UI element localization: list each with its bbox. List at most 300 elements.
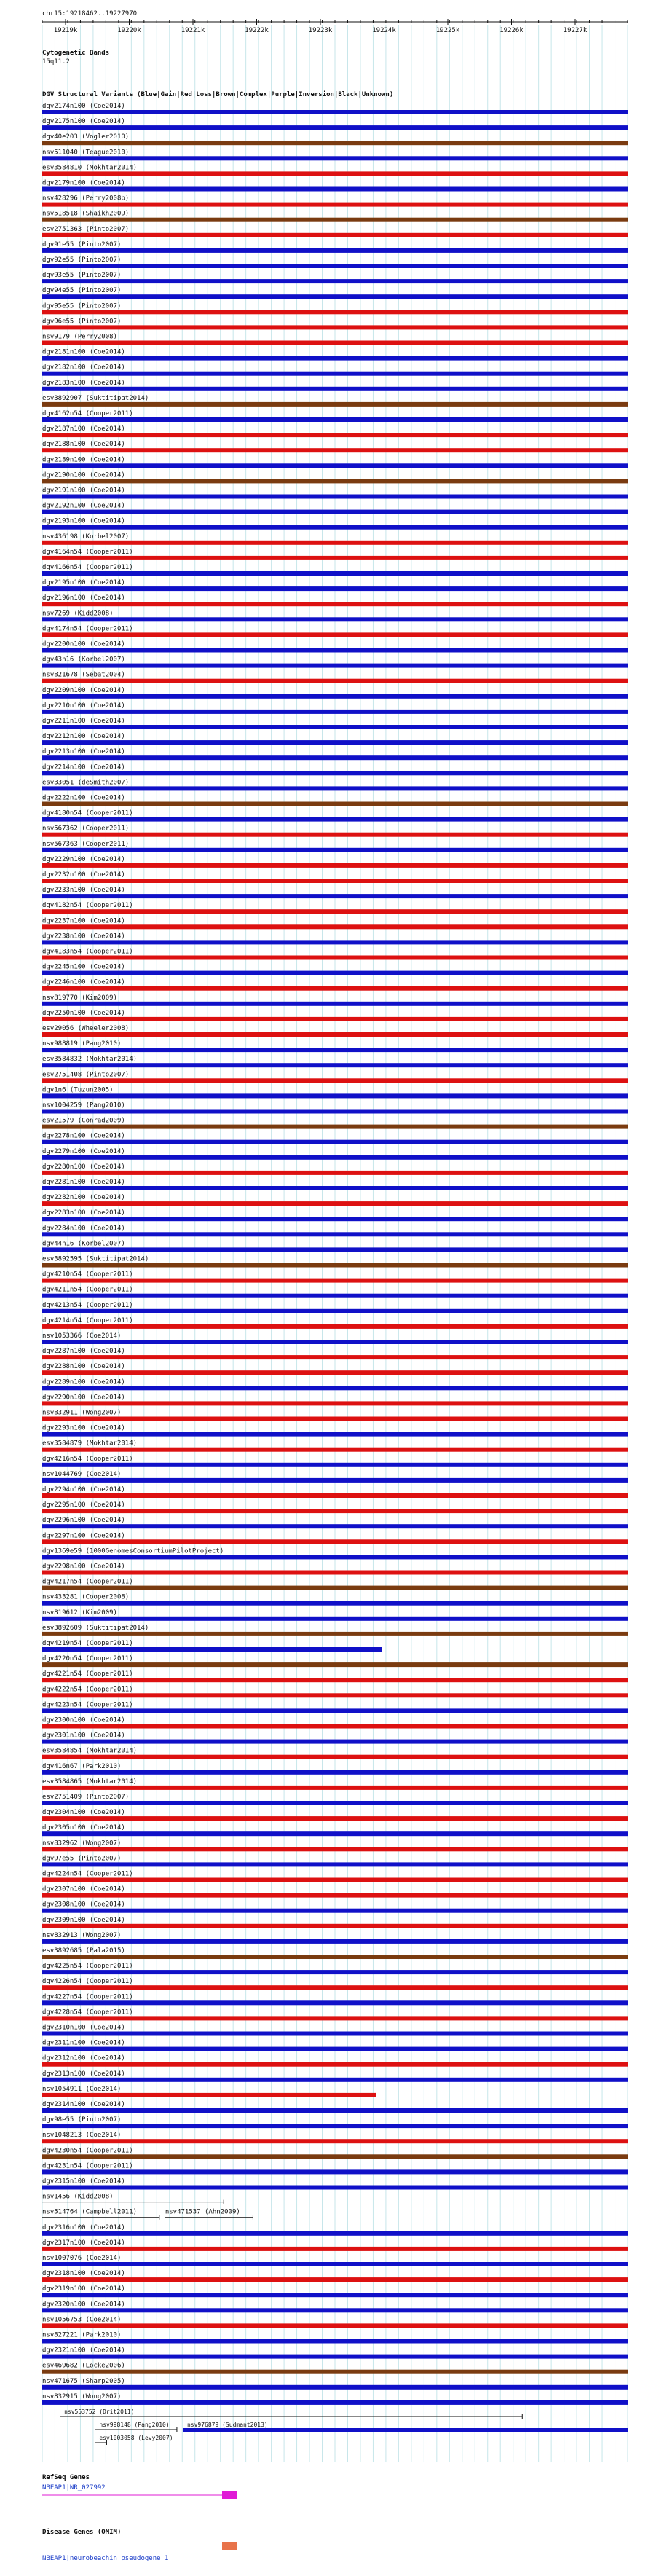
sv-track[interactable] (42, 2209, 159, 2220)
sv-bar[interactable] (42, 1862, 628, 1866)
sv-label: dgv2287n100 (Coe2014) (42, 1348, 125, 1356)
sv-bar[interactable] (42, 2400, 628, 2405)
sv-bar[interactable] (42, 971, 628, 975)
sv-bar[interactable] (42, 1770, 628, 1775)
sv-label: esv3892685 (Pala2015) (42, 1947, 125, 1955)
sv-label: dgv2283n100 (Coe2014) (42, 1209, 125, 1217)
sv-bar[interactable] (42, 1509, 628, 1513)
sv-label: esv29056 (Wheeler2008) (42, 1025, 130, 1032)
sv-label: dgv4224n54 (Cooper2011) (42, 1870, 133, 1878)
sv-label: dgv4166n54 (Cooper2011) (42, 564, 133, 571)
sv-label: dgv2232n100 (Coe2014) (42, 871, 125, 879)
sv-label: dgv4216n54 (Cooper2011) (42, 1455, 133, 1463)
sv-bar[interactable] (42, 940, 628, 944)
sv-bar[interactable] (42, 2339, 628, 2344)
sv-bar[interactable] (42, 2231, 628, 2236)
sv-bar[interactable] (42, 617, 628, 621)
refseq-section-title: RefSeq Genes (42, 2474, 90, 2481)
sv-label: dgv4223n54 (Cooper2011) (42, 1701, 133, 1709)
sv-label: dgv416n67 (Park2010) (42, 1762, 122, 1770)
sv-bar[interactable] (42, 1708, 628, 1713)
sv-label: dgv4174n54 (Cooper2011) (42, 625, 133, 633)
sv-label: dgv4210n54 (Cooper2011) (42, 1271, 133, 1279)
sv-bar[interactable] (42, 356, 628, 361)
sv-label: dgv2313n100 (Coe2014) (42, 2070, 125, 2078)
sv-label: dgv2250n100 (Coe2014) (42, 1009, 125, 1017)
sv-label: nsv518518 (Shaikh2009) (42, 210, 130, 218)
sv-bar[interactable] (42, 833, 628, 837)
sv-bar[interactable] (42, 110, 628, 114)
sv-bar[interactable] (42, 1401, 628, 1405)
sv-track[interactable] (60, 2408, 522, 2419)
sv-bar[interactable] (42, 956, 628, 960)
sv-label: nsv7269 (Kidd2008) (42, 610, 114, 618)
sv-label: dgv96e55 (Pinto2007) (42, 318, 122, 326)
sv-bar[interactable] (42, 1662, 628, 1667)
sv-bar[interactable] (42, 1324, 628, 1329)
sv-bar[interactable] (42, 1417, 628, 1421)
sv-bar[interactable] (42, 710, 628, 714)
sv-bar[interactable] (42, 233, 628, 237)
cytoband-section-title: Cytogenetic Bands (42, 50, 110, 57)
sv-bar[interactable] (42, 1309, 628, 1313)
sv-bar[interactable] (42, 924, 628, 929)
sv-bar[interactable] (42, 1878, 628, 1882)
sv-bar[interactable] (42, 1524, 628, 1528)
sv-bar[interactable] (42, 679, 628, 683)
sv-bar[interactable] (42, 1386, 628, 1390)
sv-label: dgv2187n100 (Coe2014) (42, 425, 125, 433)
sv-bar[interactable] (42, 1247, 628, 1252)
ruler-tick-label: 19220k (117, 27, 141, 34)
sv-bar[interactable] (42, 2000, 628, 2005)
sv-bar[interactable] (42, 1140, 628, 1144)
sv-label: dgv2233n100 (Coe2014) (42, 887, 125, 895)
sv-bar[interactable] (42, 771, 628, 775)
sv-label: dgv2282n100 (Coe2014) (42, 1194, 125, 1202)
sv-label: esv2751409 (Pinto2007) (42, 1794, 130, 1801)
sv-bar[interactable] (42, 1539, 628, 1544)
sv-label: esv3584810 (Mokhtar2014) (42, 164, 138, 172)
sv-bar[interactable] (42, 2169, 628, 2174)
sv-label: dgv2293n100 (Coe2014) (42, 1424, 125, 1432)
sv-label: dgv4227n54 (Cooper2011) (42, 1993, 133, 2001)
refseq-gene-label[interactable]: NBEAP1|NR_027992 (42, 2484, 106, 2491)
sv-bar[interactable] (42, 279, 628, 283)
sv-label: dgv1369e59 (1000GenomesConsortiumPilotProject) (42, 1547, 224, 1555)
sv-track[interactable] (42, 2086, 376, 2097)
sv-label: dgv2288n100 (Coe2014) (42, 1363, 125, 1371)
sv-label: nsv436198 (Korbel2007) (42, 533, 130, 541)
sv-label: nsv1053366 (Coe2014) (42, 1332, 122, 1340)
sv-bar[interactable] (42, 632, 628, 637)
sv-label: dgv4162n54 (Cooper2011) (42, 410, 133, 417)
cytoband-label: 15q11.2 (42, 58, 70, 66)
ruler-tick-label: 19219k (53, 27, 78, 34)
sv-label: dgv2320n100 (Coe2014) (42, 2301, 125, 2309)
sv-bar[interactable] (42, 1370, 628, 1375)
sv-bar[interactable] (42, 2262, 628, 2266)
sv-label: dgv2310n100 (Coe2014) (42, 2024, 125, 2032)
sv-bar[interactable] (42, 1493, 628, 1498)
sv-label: dgv2296n100 (Coe2014) (42, 1517, 125, 1525)
sv-label: dgv2312n100 (Coe2014) (42, 2054, 125, 2062)
sv-bar[interactable] (42, 694, 628, 699)
sv-bar[interactable] (42, 1017, 628, 1021)
sv-bar[interactable] (42, 1985, 628, 1990)
sv-label: dgv2181n100 (Coe2014) (42, 348, 125, 356)
sv-label: nsv553752 (Drit2011) (64, 2408, 135, 2415)
sv-bar[interactable] (42, 848, 628, 852)
sv-label: dgv2200n100 (Coe2014) (42, 640, 125, 648)
sv-label: dgv2191n100 (Coe2014) (42, 487, 125, 495)
sv-label: dgv4221n54 (Cooper2011) (42, 1670, 133, 1678)
sv-bar[interactable] (42, 1647, 382, 1652)
sv-label: dgv44n16 (Korbel2007) (42, 1240, 125, 1248)
sv-bar[interactable] (42, 1909, 628, 1913)
sv-label: dgv4164n54 (Cooper2011) (42, 548, 133, 556)
ruler-tick-label: 19221k (181, 27, 205, 34)
sv-label: dgv2245n100 (Coe2014) (42, 963, 125, 971)
sv-label: esv3584865 (Mokhtar2014) (42, 1778, 138, 1786)
sv-bar[interactable] (42, 372, 628, 376)
sv-bar[interactable] (42, 1955, 628, 1959)
sv-bar[interactable] (42, 525, 628, 530)
sv-bar[interactable] (42, 2154, 628, 2159)
sv-label: dgv2213n100 (Coe2014) (42, 748, 125, 756)
sv-bar[interactable] (42, 556, 628, 560)
sv-label: nsv819770 (Kim2009) (42, 994, 117, 1002)
sv-bar[interactable] (42, 463, 628, 468)
sv-label: dgv2222n100 (Coe2014) (42, 794, 125, 802)
sv-label: nsv832911 (Wong2007) (42, 1409, 122, 1417)
sv-bar[interactable] (42, 1617, 628, 1621)
sv-label: dgv2193n100 (Coe2014) (42, 517, 125, 525)
sv-bar[interactable] (42, 510, 628, 514)
sv-bar[interactable] (42, 571, 628, 576)
sv-bar[interactable] (42, 2124, 628, 2128)
refseq-gene-model[interactable] (42, 2491, 237, 2499)
sv-bar[interactable] (42, 1632, 628, 1636)
sv-bar[interactable] (42, 248, 628, 253)
sv-bar[interactable] (42, 986, 628, 991)
sv-bar[interactable] (42, 495, 628, 499)
disease-gene-label[interactable]: NBEAP1|neurobeachin pseudogene 1 (42, 2555, 169, 2562)
sv-bar[interactable] (42, 479, 628, 483)
sv-label: nsv428296 (Perry2008b) (42, 195, 130, 203)
sv-bar[interactable] (42, 1478, 628, 1483)
sv-bar[interactable] (42, 218, 628, 222)
sv-bar[interactable] (42, 802, 628, 806)
sv-bar[interactable] (42, 187, 628, 192)
sv-label: dgv4219n54 (Cooper2011) (42, 1640, 133, 1647)
sv-label: esv3892907 (Suktitipat2014) (42, 394, 149, 402)
sv-label: dgv2237n100 (Coe2014) (42, 917, 125, 925)
sv-bar[interactable] (42, 2108, 628, 2113)
sv-track[interactable] (95, 2435, 173, 2445)
sv-label: dgv2317n100 (Coe2014) (42, 2239, 125, 2247)
sv-label: nsv819612 (Kim2009) (42, 1609, 117, 1617)
sv-label: dgv2174n100 (Coe2014) (42, 103, 125, 110)
sv-label: dgv4226n54 (Cooper2011) (42, 1978, 133, 1986)
sv-bar[interactable] (42, 402, 628, 407)
sv-bar[interactable] (42, 1571, 628, 1575)
sv-bar[interactable] (42, 2062, 628, 2067)
sv-bar[interactable] (42, 2370, 628, 2374)
sv-bar[interactable] (42, 2093, 376, 2097)
sv-bar[interactable] (42, 1786, 628, 1790)
sv-bar[interactable] (183, 2428, 628, 2432)
sv-bar[interactable] (42, 141, 628, 145)
sv-bar[interactable] (42, 417, 628, 422)
sv-bar[interactable] (42, 1093, 628, 1098)
sv-label: dgv2295n100 (Coe2014) (42, 1501, 125, 1509)
sv-label: dgv4222n54 (Cooper2011) (42, 1686, 133, 1694)
sv-label: dgv2192n100 (Coe2014) (42, 502, 125, 510)
sv-bar[interactable] (42, 2293, 628, 2297)
sv-label: dgv4214n54 (Cooper2011) (42, 1316, 133, 1324)
sv-bar[interactable] (42, 909, 628, 914)
sv-bar[interactable] (42, 894, 628, 898)
sv-label: dgv2278n100 (Coe2014) (42, 1132, 125, 1140)
sv-label: nsv988819 (Pang2010) (42, 1040, 122, 1048)
sv-label: dgv4211n54 (Cooper2011) (42, 1286, 133, 1294)
sv-bar[interactable] (42, 1970, 628, 1974)
sv-label: dgv2284n100 (Coe2014) (42, 1225, 125, 1233)
sv-bar[interactable] (42, 602, 628, 606)
sv-label: dgv2321n100 (Coe2014) (42, 2347, 125, 2355)
sv-bar[interactable] (42, 786, 628, 790)
sv-label: dgv2314n100 (Coe2014) (42, 2101, 125, 2108)
omim-gene-feature[interactable] (222, 2542, 237, 2550)
sv-bar[interactable] (42, 1186, 628, 1190)
sv-bar[interactable] (42, 1032, 628, 1037)
sv-label: dgv2318n100 (Coe2014) (42, 2270, 125, 2278)
sv-label: dgv2195n100 (Coe2014) (42, 579, 125, 587)
sv-bar[interactable] (42, 125, 628, 130)
sv-label: dgv2238n100 (Coe2014) (42, 932, 125, 941)
sv-bar[interactable] (42, 1724, 628, 1729)
sv-bar[interactable] (42, 863, 628, 868)
sv-bar[interactable] (42, 2016, 628, 2020)
sv-bar[interactable] (42, 1355, 628, 1359)
sv-label: dgv2188n100 (Coe2014) (42, 441, 125, 449)
sv-bar[interactable] (42, 1125, 628, 1129)
sv-label: dgv4228n54 (Cooper2011) (42, 2008, 133, 2017)
sv-label: dgv91e55 (Pinto2007) (42, 240, 122, 248)
sv-bar[interactable] (42, 879, 628, 883)
sv-bar[interactable] (42, 2139, 628, 2143)
sv-label: nsv827221 (Park2010) (42, 2331, 122, 2339)
sv-label: esv1003058 (Levy2007) (99, 2435, 173, 2441)
sv-label: dgv2315n100 (Coe2014) (42, 2178, 125, 2186)
sv-bar[interactable] (42, 1924, 628, 1928)
sv-bar[interactable] (42, 1831, 628, 1836)
sv-bar[interactable] (42, 448, 628, 452)
sv-label: nsv1044769 (Coe2014) (42, 1470, 122, 1478)
sv-label: nsv1004259 (Pang2010) (42, 1102, 125, 1110)
sv-label: nsv832913 (Wong2007) (42, 1931, 122, 1939)
sv-bar[interactable] (42, 156, 628, 160)
sv-bar[interactable] (42, 1847, 628, 1851)
sv-bar[interactable] (42, 203, 628, 207)
sv-bar[interactable] (42, 755, 628, 760)
sv-track[interactable] (183, 2422, 628, 2432)
sv-label: dgv2211n100 (Coe2014) (42, 718, 125, 725)
sv-label: nsv511040 (Teague2010) (42, 149, 130, 157)
sv-track[interactable] (42, 2194, 224, 2204)
sv-bar[interactable] (42, 2323, 628, 2328)
sv-bar[interactable] (42, 310, 628, 314)
sv-bar[interactable] (42, 2186, 628, 2190)
sv-bar[interactable] (42, 2355, 628, 2359)
sv-bar[interactable] (42, 1048, 628, 1052)
dgv-section-title: DGV Structural Variants (Blue|Gain|Red|Loss|Brown|Complex|Purple|Inversion|Black|Unknown) (42, 91, 394, 98)
sv-bar[interactable] (42, 1463, 628, 1467)
sv-bar[interactable] (42, 2047, 628, 2051)
sv-track[interactable] (42, 1640, 382, 1652)
sv-label: dgv2246n100 (Coe2014) (42, 978, 125, 986)
sv-bar[interactable] (42, 586, 628, 591)
sv-bar[interactable] (42, 2078, 628, 2082)
sv-label: esv469682 (Locke2006) (42, 2362, 125, 2370)
sv-bar[interactable] (42, 1816, 628, 1821)
sv-bar[interactable] (42, 264, 628, 268)
sv-bar[interactable] (42, 2277, 628, 2282)
sv-label: dgv2319n100 (Coe2014) (42, 2285, 125, 2293)
sv-label: nsv1007076 (Coe2014) (42, 2255, 122, 2262)
sv-label: dgv4213n54 (Cooper2011) (42, 1301, 133, 1309)
sv-label: nsv1456 (Kidd2008) (42, 2193, 114, 2201)
sv-label: esv3584854 (Mokhtar2014) (42, 1747, 138, 1755)
sv-bar[interactable] (42, 1801, 628, 1805)
sv-bar[interactable] (42, 1294, 628, 1298)
sv-label: dgv2280n100 (Coe2014) (42, 1163, 125, 1171)
sv-bar[interactable] (42, 2385, 628, 2390)
sv-bar[interactable] (42, 541, 628, 545)
sv-bar[interactable] (42, 1693, 628, 1697)
sv-bar[interactable] (42, 1217, 628, 1221)
sv-bar[interactable] (42, 1110, 628, 1114)
sv-bar[interactable] (42, 1279, 628, 1283)
sv-label: dgv95e55 (Pinto2007) (42, 302, 122, 310)
sv-bar[interactable] (42, 1155, 628, 1160)
sv-label: esv3892609 (Suktitipat2014) (42, 1624, 149, 1632)
sv-bar[interactable] (42, 341, 628, 345)
sv-label: dgv2209n100 (Coe2014) (42, 686, 125, 694)
sv-label: dgv40e203 (Vogler2010) (42, 133, 130, 141)
sv-bar[interactable] (42, 1201, 628, 1206)
sv-bar[interactable] (42, 1939, 628, 1944)
sv-bar[interactable] (42, 325, 628, 329)
sv-bar[interactable] (42, 740, 628, 745)
sv-label: dgv2281n100 (Coe2014) (42, 1179, 125, 1186)
sv-bar[interactable] (42, 1340, 628, 1344)
sv-label: dgv93e55 (Pinto2007) (42, 272, 122, 280)
sv-bar[interactable] (42, 1063, 628, 1067)
ruler-tick-label: 19224k (372, 27, 396, 34)
sv-label: esv3584832 (Mokhtar2014) (42, 1056, 138, 1064)
sv-label: dgv4220n54 (Cooper2011) (42, 1655, 133, 1663)
sv-label: nsv471675 (Sharp2005) (42, 2377, 125, 2385)
sv-bar[interactable] (42, 1078, 628, 1083)
ruler-tick-label: 19223k (308, 27, 333, 34)
sv-bar[interactable] (42, 725, 628, 729)
sv-label: dgv2214n100 (Coe2014) (42, 763, 125, 771)
sv-bar[interactable] (42, 433, 628, 437)
sv-label: nsv821678 (Sebat2004) (42, 671, 125, 679)
sv-label: dgv2300n100 (Coe2014) (42, 1716, 125, 1724)
omim-feature-box[interactable] (222, 2542, 237, 2550)
sv-label: nsv514764 (Campbell2011) (42, 2208, 138, 2216)
sv-bar[interactable] (42, 1893, 628, 1898)
sv-label: dgv2183n100 (Coe2014) (42, 379, 125, 387)
sv-label: dgv94e55 (Pinto2007) (42, 287, 122, 295)
sv-bar[interactable] (42, 1755, 628, 1759)
sv-label: dgv2307n100 (Coe2014) (42, 1885, 125, 1893)
sv-bar[interactable] (42, 648, 628, 653)
sv-label: dgv2305n100 (Coe2014) (42, 1824, 125, 1832)
sv-label: esv2751363 (Pinto2007) (42, 225, 130, 233)
sv-bar[interactable] (42, 2308, 628, 2312)
sv-label: dgv92e55 (Pinto2007) (42, 256, 122, 264)
sv-label: esv3892595 (Suktitipat2014) (42, 1255, 149, 1263)
sv-label: dgv2182n100 (Coe2014) (42, 364, 125, 372)
ruler-tick-label: 19226k (499, 27, 523, 34)
sv-bar[interactable] (42, 1678, 628, 1682)
sv-bar[interactable] (42, 1263, 628, 1268)
sv-track[interactable] (165, 2209, 253, 2220)
sv-bar[interactable] (42, 817, 628, 822)
sv-label: dgv2294n100 (Coe2014) (42, 1486, 125, 1493)
sv-bar[interactable] (42, 1171, 628, 1175)
sv-label: dgv2190n100 (Coe2014) (42, 471, 125, 479)
disease-section-title: Disease Genes (OMIM) (42, 2529, 122, 2536)
sv-bar[interactable] (42, 1555, 628, 1559)
sv-label: dgv43n16 (Korbel2007) (42, 656, 125, 664)
sv-bar[interactable] (42, 1601, 628, 1606)
sv-bar[interactable] (42, 2032, 628, 2036)
sv-track[interactable] (95, 2422, 177, 2432)
sv-label: dgv2316n100 (Coe2014) (42, 2223, 125, 2231)
sv-label: dgv4217n54 (Cooper2011) (42, 1578, 133, 1586)
sv-bar[interactable] (42, 171, 628, 176)
sv-label: esv2751408 (Pinto2007) (42, 1071, 130, 1079)
sv-bar[interactable] (42, 294, 628, 299)
sv-bar[interactable] (42, 1432, 628, 1437)
sv-bar[interactable] (42, 387, 628, 391)
sv-bar[interactable] (42, 1232, 628, 1236)
sv-label: dgv2210n100 (Coe2014) (42, 702, 125, 710)
sv-bar[interactable] (42, 1002, 628, 1006)
sv-bar[interactable] (42, 664, 628, 668)
sv-label: dgv2308n100 (Coe2014) (42, 1901, 125, 1909)
sv-label: nsv567363 (Cooper2011) (42, 840, 130, 848)
sv-label: nsv1048213 (Coe2014) (42, 2132, 122, 2140)
ruler-tick-label: 19225k (435, 27, 460, 34)
sv-label: nsv976879 (Sudmant2013) (186, 2422, 268, 2428)
sv-label: dgv4183n54 (Cooper2011) (42, 948, 133, 956)
sv-label: dgv2289n100 (Coe2014) (42, 1378, 125, 1386)
region-label: chr15:19218462..19227970 (42, 10, 138, 17)
gene-exon[interactable] (222, 2491, 237, 2499)
sv-bar[interactable] (42, 1586, 628, 1590)
sv-bar[interactable] (42, 1740, 628, 1744)
sv-label: nsv832915 (Wong2007) (42, 2392, 122, 2400)
sv-bar[interactable] (42, 1448, 628, 1452)
sv-label: dgv4225n54 (Cooper2011) (42, 1963, 133, 1971)
sv-bar[interactable] (42, 2247, 628, 2251)
